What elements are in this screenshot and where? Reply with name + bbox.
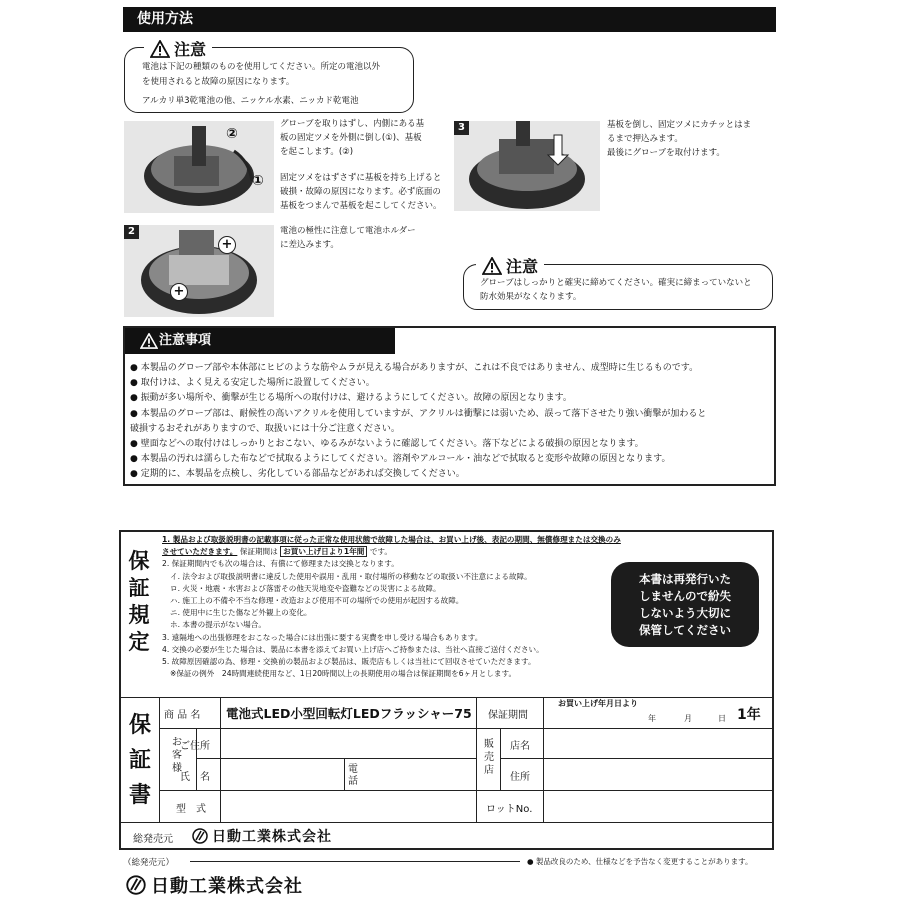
table-border bbox=[500, 728, 501, 790]
model-field[interactable] bbox=[221, 791, 475, 821]
caution-battery-text bbox=[142, 60, 407, 109]
step-number-2: 2 bbox=[124, 225, 139, 239]
model-label: 型 式 bbox=[176, 804, 206, 815]
terms-line bbox=[162, 546, 762, 558]
step1-line: 固定ツメをはずさずに基板を持ち上げると bbox=[280, 173, 442, 183]
table-border bbox=[344, 758, 345, 790]
caution-heading bbox=[476, 254, 544, 277]
lot-field[interactable] bbox=[544, 791, 773, 821]
caution-line: アルカリ単3乾電池の他、ニッケル水素、ニッカド乾電池 bbox=[142, 96, 359, 106]
card-company bbox=[192, 826, 332, 846]
list-item: ● 本製品の汚れは濡らした布などで拭取るようにしてください。溶剤やアルコール・油などで拭取ると変形や故障の原因となります。 bbox=[130, 454, 671, 465]
step3-device-illustration bbox=[454, 121, 600, 211]
step1-device-illustration bbox=[124, 121, 274, 213]
card-char: 保 bbox=[128, 713, 151, 738]
footer-distributor: （総発売元） bbox=[123, 858, 175, 868]
terms-line: 1. 製品および取扱説明書の記載事項に従った正常な使用状態で故障した場合は、お買い上げ後、表記の期間、無償修理または交換のみ bbox=[162, 535, 621, 544]
notes-list bbox=[130, 361, 770, 483]
reissue-notice bbox=[611, 562, 759, 647]
notice-line: 本書は再発行いた bbox=[639, 571, 731, 586]
terms-line: 2. 保証期間内でも次の場合は、有償にて修理または交換となります。 bbox=[162, 559, 399, 569]
period-label: 保証期間 bbox=[488, 710, 528, 721]
caution-line: を使用されると故障の原因になります。 bbox=[142, 77, 295, 87]
footer-note: ● 製品改良のため、仕様などを予告なく変更することがあります。 bbox=[527, 857, 753, 866]
warning-icon bbox=[150, 40, 170, 58]
step3-line: るまで押込みます。 bbox=[607, 134, 683, 144]
terms-line: 3. 遠隔地への出張修理をおこなった場合には出張に要する実費を申し受ける場合もあります。 bbox=[162, 632, 483, 642]
card-char: 書 bbox=[128, 783, 151, 808]
notice-line: しませんので紛失 bbox=[639, 588, 731, 603]
month-label: 月 bbox=[684, 714, 692, 723]
terms-line: 5. 故障原因確認の為、修理・交換前の製品および製品は、販売店もしくは当社にて回収させていただきます。 bbox=[162, 657, 536, 667]
step3-line: 基板を倒し、固定ツメにカチッとはま bbox=[607, 120, 752, 130]
period-value: 1年 bbox=[737, 707, 761, 723]
step1-line: 板の固定ツメを外側に倒し(①)、基板 bbox=[280, 133, 422, 143]
phone-field[interactable] bbox=[362, 759, 475, 789]
terms-line: ハ. 施工上の不備や不当な修理・改造および使用不可の場所での使用が起因する故障。 bbox=[170, 596, 464, 606]
step1-line: 基板をつまんで基板を起こしてください。 bbox=[280, 201, 442, 211]
caution-label: 注意 bbox=[174, 40, 207, 59]
shop-name-label: 店名 bbox=[510, 741, 530, 752]
rules-char: 保 bbox=[128, 549, 150, 573]
list-item: ● 定期的に、本製品を点検し、劣化している部品などがあれば交換してください。 bbox=[130, 469, 465, 480]
plus-icon bbox=[218, 236, 236, 254]
list-item: ● 壁面などへの取付けはしっかりとおこない、ゆるみがないように確認してください。落下などによる破損の原因となります。 bbox=[130, 439, 644, 450]
caution-globe-text bbox=[480, 276, 770, 304]
step-number-3: 3 bbox=[454, 121, 469, 135]
terms-line: ロ. 火災・地震・水害および落雷その他天災地変や盗難などの災害による故障。 bbox=[170, 583, 441, 593]
caution-line: 電池は下記の種類のものを使用してください。所定の電池以外 bbox=[142, 62, 381, 72]
shop-char: 店 bbox=[484, 765, 494, 776]
usage-section-title: 使用方法 bbox=[123, 7, 776, 32]
table-border bbox=[119, 822, 774, 823]
name-field[interactable] bbox=[221, 759, 343, 789]
day-label: 日 bbox=[718, 714, 726, 723]
notes-title-text: 注意事項 bbox=[159, 333, 212, 348]
shop-address-label: 住所 bbox=[510, 772, 530, 783]
terms-line: ホ. 本書の提示がない場合。 bbox=[170, 620, 266, 630]
shop-char: 売 bbox=[484, 752, 494, 763]
product-label: 商 品 名 bbox=[164, 710, 201, 721]
warning-icon bbox=[482, 257, 502, 275]
customer-char: 様 bbox=[172, 763, 182, 774]
plus-sign: + bbox=[221, 237, 233, 252]
terms-line: 4. 交換の必要が生じた場合は、製品に本書を添えてお買い上げ店へご持参または、当社へ直接ご送付ください。 bbox=[162, 644, 544, 654]
step1-line: グローブを取りはずし、内側にある基 bbox=[280, 119, 425, 129]
step2-photo bbox=[124, 225, 274, 317]
table-border bbox=[476, 697, 477, 822]
footer-company-name: 日動工業株式会社 bbox=[151, 876, 303, 897]
list-item: ● 取付けは、よく見える安定した場所に設置してください。 bbox=[130, 378, 375, 389]
step2-text bbox=[280, 224, 450, 252]
name-label: 氏 名 bbox=[180, 772, 210, 783]
warranty-card-title bbox=[125, 708, 155, 813]
company-logo-icon bbox=[192, 828, 208, 844]
caution-heading bbox=[144, 37, 212, 60]
table-border bbox=[119, 697, 774, 698]
notes-title bbox=[125, 328, 395, 354]
terms-line: ※保証の例外 24時間連続使用など、1日20時間以上の長期使用の場合は保証期間を6ヶ月とします。 bbox=[170, 669, 517, 679]
address-label: ご住所 bbox=[180, 741, 210, 752]
rules-char: 証 bbox=[128, 576, 150, 600]
footer-rule bbox=[190, 861, 520, 862]
rules-char: 規 bbox=[128, 603, 150, 627]
terms-frag: です。 bbox=[369, 547, 392, 557]
customer-char: 客 bbox=[172, 750, 182, 761]
shop-char: 販 bbox=[484, 739, 494, 750]
step1-line: を起こします。(②) bbox=[280, 147, 354, 157]
list-item: ● 振動が多い場所や、衝撃が生じる場所への取付けは、避けるようにしてください。故障の原因となります。 bbox=[130, 393, 572, 404]
shop-name-field[interactable] bbox=[544, 729, 773, 757]
terms-frag: 保証期間は bbox=[239, 547, 278, 557]
purchase-date-label: お買い上げ年月日より bbox=[558, 699, 638, 708]
terms-line: イ. 法令および取扱説明書に違反した使用や誤用・乱用・取付場所の移動などの取扱い不注意による故障。 bbox=[170, 571, 532, 581]
step3-photo bbox=[454, 121, 600, 211]
product-name: 電池式LED小型回転灯LEDフラッシャー75 bbox=[226, 706, 472, 721]
card-distributor-label: 総発売元 bbox=[133, 834, 173, 845]
card-char: 証 bbox=[128, 748, 151, 773]
year-label: 年 bbox=[648, 714, 656, 723]
lot-label: ロットNo. bbox=[486, 804, 533, 815]
rules-char: 定 bbox=[128, 630, 150, 654]
shop-address-field[interactable] bbox=[544, 759, 773, 789]
terms-line: ニ. 使用中に生じた傷など外観上の変化。 bbox=[170, 608, 312, 618]
table-border bbox=[159, 697, 160, 822]
step1-photo bbox=[124, 121, 274, 213]
step1-line: 破損・故障の原因になります。必ず底面の bbox=[280, 187, 441, 197]
caution-line: グローブはしっかりと確実に締めてください。確実に締まっていないと bbox=[480, 278, 752, 288]
step3-text bbox=[607, 118, 777, 160]
step2-line: に差込みます。 bbox=[280, 240, 339, 250]
phone-char: 電 bbox=[348, 764, 358, 775]
step3-line: 最後にグローブを取付けます。 bbox=[607, 148, 725, 158]
caution-label: 注意 bbox=[506, 257, 539, 276]
address-field[interactable] bbox=[221, 729, 475, 757]
list-item: ● 本製品のグローブ部は、耐候性の高いアクリルを使用していますが、アクリルは衝撃には弱いため、誤って落下させたり強い衝撃が加わると bbox=[130, 408, 707, 419]
company-logo-icon bbox=[126, 875, 146, 895]
terms-frag: お買い上げ日より1年間 bbox=[280, 546, 367, 557]
phone-label bbox=[348, 764, 358, 788]
caution-line: 防水効果がなくなります。 bbox=[480, 292, 582, 302]
step1-text bbox=[280, 117, 450, 213]
notice-line: 保管してください bbox=[639, 622, 731, 637]
step1-mark-1: ① bbox=[252, 173, 264, 189]
phone-char: 話 bbox=[348, 776, 358, 787]
list-item: 破損するおそれがありますので、取扱いには十分ご注意ください。 bbox=[130, 423, 400, 434]
terms-frag: させていただきます。 bbox=[162, 547, 238, 557]
plus-sign: + bbox=[173, 284, 185, 299]
warning-icon bbox=[140, 333, 158, 349]
list-item: ● 本製品のグローブ部や本体部にヒビのような筋やムラが見える場合がありますが、これは不良ではありません、成型時に生じるものです。 bbox=[130, 363, 699, 373]
plus-icon bbox=[170, 283, 188, 301]
shop-label bbox=[480, 738, 498, 777]
step2-line: 電池の極性に注意して電池ホルダー bbox=[280, 226, 416, 236]
footer-company bbox=[126, 872, 303, 898]
step1-mark-2: ② bbox=[226, 126, 238, 142]
customer-char: お bbox=[172, 737, 182, 748]
company-name: 日動工業株式会社 bbox=[212, 829, 332, 845]
warranty-rules-title bbox=[125, 548, 153, 656]
notice-line: しないよう大切に bbox=[639, 605, 731, 620]
step2-device-illustration bbox=[124, 225, 274, 317]
